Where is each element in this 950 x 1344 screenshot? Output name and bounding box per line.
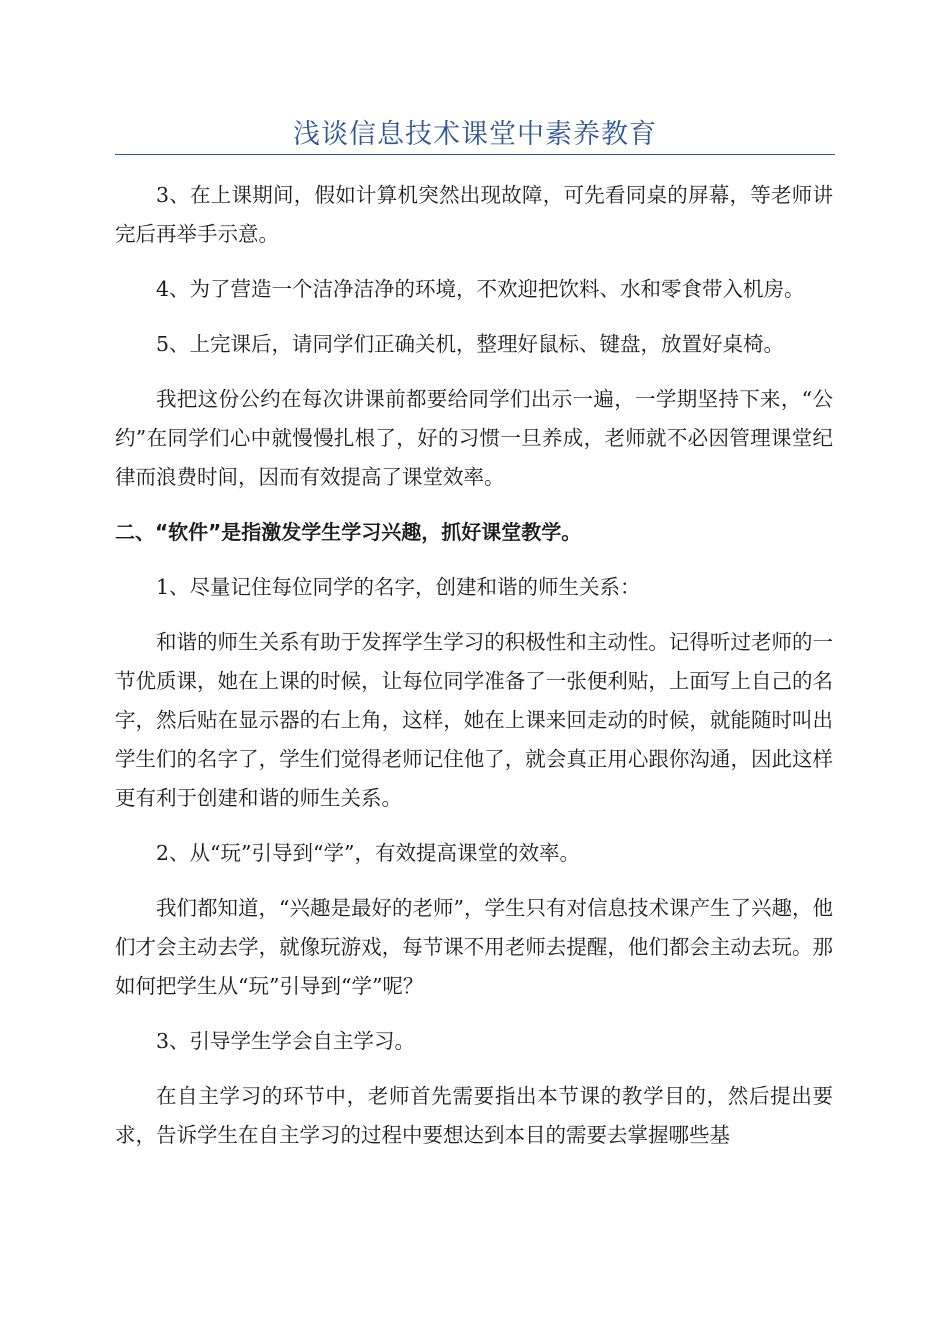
paragraph-convention-summary: 我把这份公约在每次讲课前都要给同学们出示一遍，一学期坚持下来，“公约”在同学们心中就慢慢扎根了，好的习惯一旦养成，老师就不必因管理课堂纪律而浪费时间，因而有效提高了课堂效率。 [115, 387, 833, 489]
list-item-rule-4: 4、为了营造一个洁净洁净的环境，不欢迎把饮料、水和零食带入机房。 [156, 277, 805, 301]
paragraph-teacher-student-relationship: 和谐的师生关系有助于发挥学生学习的积极性和主动性。记得听过老师的一节优质课，她在上课的时候，让每位同学准备了一张便利贴，上面写上自己的名字，然后贴在显示器的右上角，这样，她在上课来回走动的时候，就能随时叫出学生们的名字了，学生们觉得老师记住他了，就会真正用心跟你沟通，因此这样更有利于创建和谐的师生关系。 [115, 630, 833, 810]
paragraph-interest: 我们都知道，“兴趣是最好的老师”，学生只有对信息技术课产生了兴趣，他们才会主动去学，就像玩游戏，每节课不用老师去提醒，他们都会主动去玩。那如何把学生从“玩”引导到“学”呢？ [115, 896, 833, 998]
subheading-1-names: 1、尽量记住每位同学的名字，创建和谐的师生关系： [156, 575, 641, 599]
list-item-rule-3: 3、在上课期间，假如计算机突然出现故障，可先看同桌的屏幕，等老师讲完后再举手示意。 [115, 183, 833, 246]
document-body [115, 176, 833, 1171]
list-item-rule-5: 5、上完课后，请同学们正确关机，整理好鼠标、键盘，放置好桌椅。 [156, 332, 785, 356]
section-heading-2: 二、“软件”是指激发学生学习兴趣，抓好课堂教学。 [115, 520, 582, 544]
document-title: 浅谈信息技术课堂中素养教育 [293, 119, 657, 150]
subheading-3-self-learning: 3、引导学生学会自主学习。 [156, 1029, 416, 1053]
paragraph-self-learning: 在自主学习的环节中，老师首先需要指出本节课的教学目的，然后提出要求，告诉学生在自主学习的过程中要想达到本目的需要去掌握哪些基 [115, 1084, 833, 1147]
subheading-2-play-to-learn: 2、从“玩”引导到“学”，有效提高课堂的效率。 [156, 841, 580, 865]
title-underline [115, 154, 835, 155]
